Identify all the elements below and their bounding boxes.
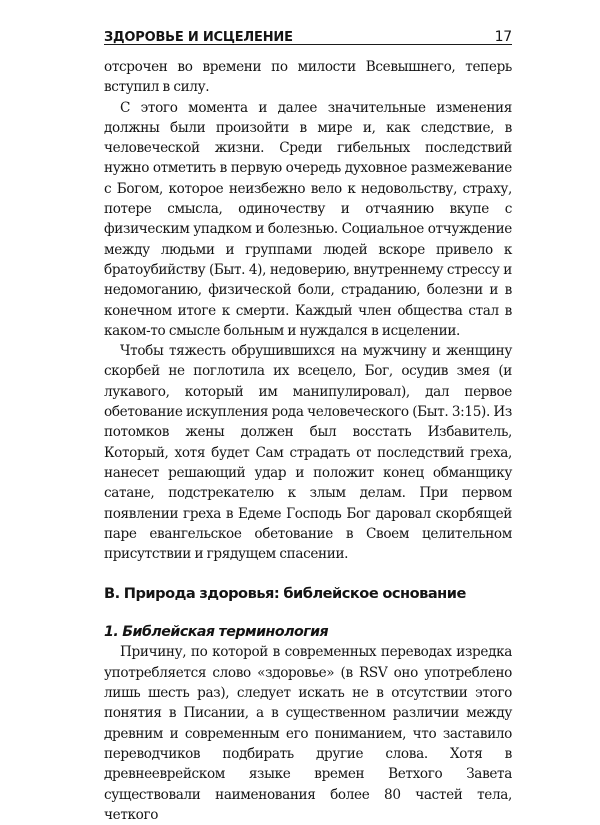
page-number: 17 <box>494 29 512 45</box>
subsection-heading: 1. Библейская терминология <box>104 624 329 641</box>
section-heading: B. Природа здоровья: библейское основание <box>104 585 466 603</box>
running-head-title: ЗДОРОВЬЕ И ИСЦЕЛЕНИЕ <box>104 30 293 45</box>
running-head <box>104 20 512 45</box>
book-page <box>104 20 512 825</box>
paragraph: С этого момента и далее значительные изменения должны были произойти в мире и, как следствие, в человеческой жизни. Среди гибельных последствий нужно отметить в первую очередь духовное размежевание с Богом, которое неизбежно вело к недовольству, страху, потере смысла, одиночеству и отчаянию вкупе с физическим упадком и болезнью. Социальное отчуждение между людьми и группами людей вскоре привело к братоубийству (Быт. 4), недоверию, внутреннему стрессу и недомоганию, физической боли, страданию, болезни и в конечном итоге к смерти. Каждый член общества стал в каком-то смысле больным и нуждался в исцелении. <box>104 99 512 339</box>
paragraph: Причину, по которой в современных переводах изредка употребляется слово «здоровье» (в RSV оно употреблено лишь шесть раз), следует искать не в отсутствии этого понятия в Писании, а в существенном различии между древним и современным его пониманием, что заставило переводчиков подбирать другие слова. Хотя в древнееврейском языке времен Ветхого Завета существовали наименования более 80 частей тела, четкого <box>104 644 512 823</box>
body-text <box>104 57 512 825</box>
paragraph: Чтобы тяжесть обрушившихся на мужчину и женщину скорбей не поглотила их всецело, Бог, осудив змея (и лукавого, который им манипулировал), дал первое обетование искупления рода человеческого (Быт. 3:15). Из потомков жены должен был восстать Избавитель, Который, хотя будет Сам страдать от последствий греха, нанесет решающий удар и положит конец обманщику сатане, подстрекателю к злым делам. При первом появлении греха в Едеме Господь Бог даровал скорбящей паре евангельское обетование в Своем целительном присутствии и грядущем спасении. <box>104 343 512 563</box>
paragraph: отсрочен во времени по милости Всевышнего, теперь вступил в силу. <box>104 59 512 96</box>
